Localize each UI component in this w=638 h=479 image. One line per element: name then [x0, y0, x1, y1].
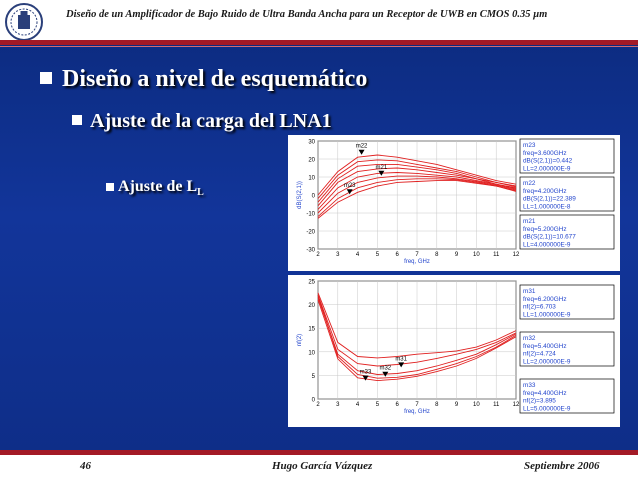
university-seal-icon: [4, 2, 44, 42]
footer-date: Septiembre 2006: [524, 460, 600, 472]
x-tick-label: 9: [454, 402, 459, 408]
marker-readout-line: LL=1.000000E-9: [523, 311, 571, 319]
x-tick-label: 3: [336, 402, 340, 408]
x-tick-label: 5: [375, 252, 380, 258]
marker-readout-line: freq=3.600GHz: [523, 149, 567, 157]
marker-readout-line: dB(S(2,1))=22.389: [523, 195, 576, 203]
y-tick-label: 15: [308, 326, 315, 333]
header-title: Diseño de un Amplificador de Bajo Ruido de Ultra Banda Ancha para un Receptor de UWB en CMOS 0.35 µm: [66, 9, 548, 20]
x-tick-label: 6: [395, 252, 399, 258]
page-number: 46: [80, 460, 91, 472]
marker-readout-line: m23: [523, 142, 536, 149]
x-tick-label: 4: [355, 402, 360, 408]
x-tick-label: 4: [355, 252, 360, 258]
footer-author: Hugo García Vázquez: [272, 460, 373, 472]
x-tick-label: 2: [316, 252, 320, 258]
marker-readout-line: m21: [523, 218, 536, 225]
marker-readout-line: dB(S(2,1))=10.677: [523, 233, 576, 241]
nf-chart-panel: [288, 275, 620, 427]
x-tick-label: 10: [473, 402, 480, 408]
marker-readout-line: m32: [523, 335, 536, 342]
y-tick-label: 5: [311, 373, 315, 380]
marker-readout-line: LL=5.000000E-9: [523, 405, 571, 413]
y-axis-label: dB(S(2,1)): [297, 181, 303, 209]
marker-readout-line: LL=1.000000E-8: [523, 203, 571, 211]
s21-chart: [288, 135, 620, 271]
marker-readout-line: nf(2)=3.895: [523, 397, 556, 405]
marker-readout-line: m33: [523, 382, 536, 389]
bullet-level3-text: Ajuste de L: [118, 178, 198, 195]
marker-readout-line: m31: [523, 288, 536, 295]
x-tick-label: 2: [316, 402, 320, 408]
bullet-level2: Ajuste de la carga del LNA1: [90, 110, 332, 132]
bullet-square-icon: [40, 72, 52, 84]
marker-label: m22: [355, 143, 368, 150]
s21-chart-panel: [288, 135, 620, 271]
marker-readout-line: dB(S(2,1))=0.442: [523, 157, 573, 165]
bullet-level3: [118, 178, 204, 198]
x-tick-label: 10: [473, 252, 480, 258]
x-tick-label: 7: [415, 402, 419, 408]
x-tick-label: 11: [493, 252, 500, 258]
x-tick-label: 8: [435, 402, 439, 408]
marker-readout-line: freq=5.400GHz: [523, 342, 567, 350]
y-tick-label: 0: [311, 397, 315, 404]
marker-readout-line: LL=2.000000E-9: [523, 358, 571, 366]
marker-readout-line: freq=4.200GHz: [523, 187, 567, 195]
x-axis-label: freq, GHz: [404, 409, 430, 415]
x-tick-label: 6: [395, 402, 399, 408]
marker-readout-line: freq=5.200GHz: [523, 225, 567, 233]
x-tick-label: 5: [375, 402, 380, 408]
marker-readout-line: LL=2.000000E-9: [523, 165, 571, 173]
x-tick-label: 9: [454, 252, 459, 258]
marker-readout-line: LL=4.000000E-9: [523, 241, 571, 249]
y-tick-label: 30: [308, 139, 315, 146]
x-tick-label: 12: [512, 252, 520, 258]
bullet-level1: Diseño a nivel de esquemático: [62, 66, 368, 92]
marker-readout-line: freq=6.200GHz: [523, 295, 567, 303]
marker-label: m33: [359, 369, 372, 376]
marker-readout-line: nf(2)=6.703: [523, 303, 556, 311]
y-tick-label: 20: [308, 303, 315, 310]
marker-readout-line: m22: [523, 180, 536, 187]
bullet-level3-subscript: L: [197, 187, 204, 199]
top-accent-line: [0, 46, 638, 47]
y-tick-label: 20: [308, 157, 315, 164]
y-tick-label: -30: [306, 247, 315, 254]
marker-readout-line: freq=4.400GHz: [523, 389, 567, 397]
x-tick-label: 3: [336, 252, 340, 258]
marker-label: m32: [379, 365, 392, 372]
marker-label: m23: [343, 183, 356, 190]
header: [0, 0, 638, 40]
x-tick-label: 11: [493, 402, 500, 408]
top-accent-bar: [0, 40, 638, 45]
x-axis-label: freq, GHz: [404, 259, 430, 265]
y-tick-label: -20: [306, 229, 315, 236]
x-tick-label: 7: [415, 252, 419, 258]
marker-label: m31: [395, 356, 407, 363]
y-tick-label: -10: [306, 211, 315, 218]
y-tick-label: 25: [308, 279, 315, 286]
marker-label: m21: [375, 164, 388, 171]
y-tick-label: 0: [311, 193, 315, 200]
y-tick-label: 10: [308, 175, 315, 182]
nf-chart: [288, 275, 620, 427]
bullet-square-icon: [72, 115, 82, 125]
y-tick-label: 10: [308, 350, 315, 357]
bullet-square-icon: [106, 183, 114, 191]
y-axis-label: nf(2): [297, 333, 303, 347]
marker-readout-line: nf(2)=4.724: [523, 350, 556, 358]
x-tick-label: 12: [512, 402, 520, 408]
x-tick-label: 8: [435, 252, 439, 258]
